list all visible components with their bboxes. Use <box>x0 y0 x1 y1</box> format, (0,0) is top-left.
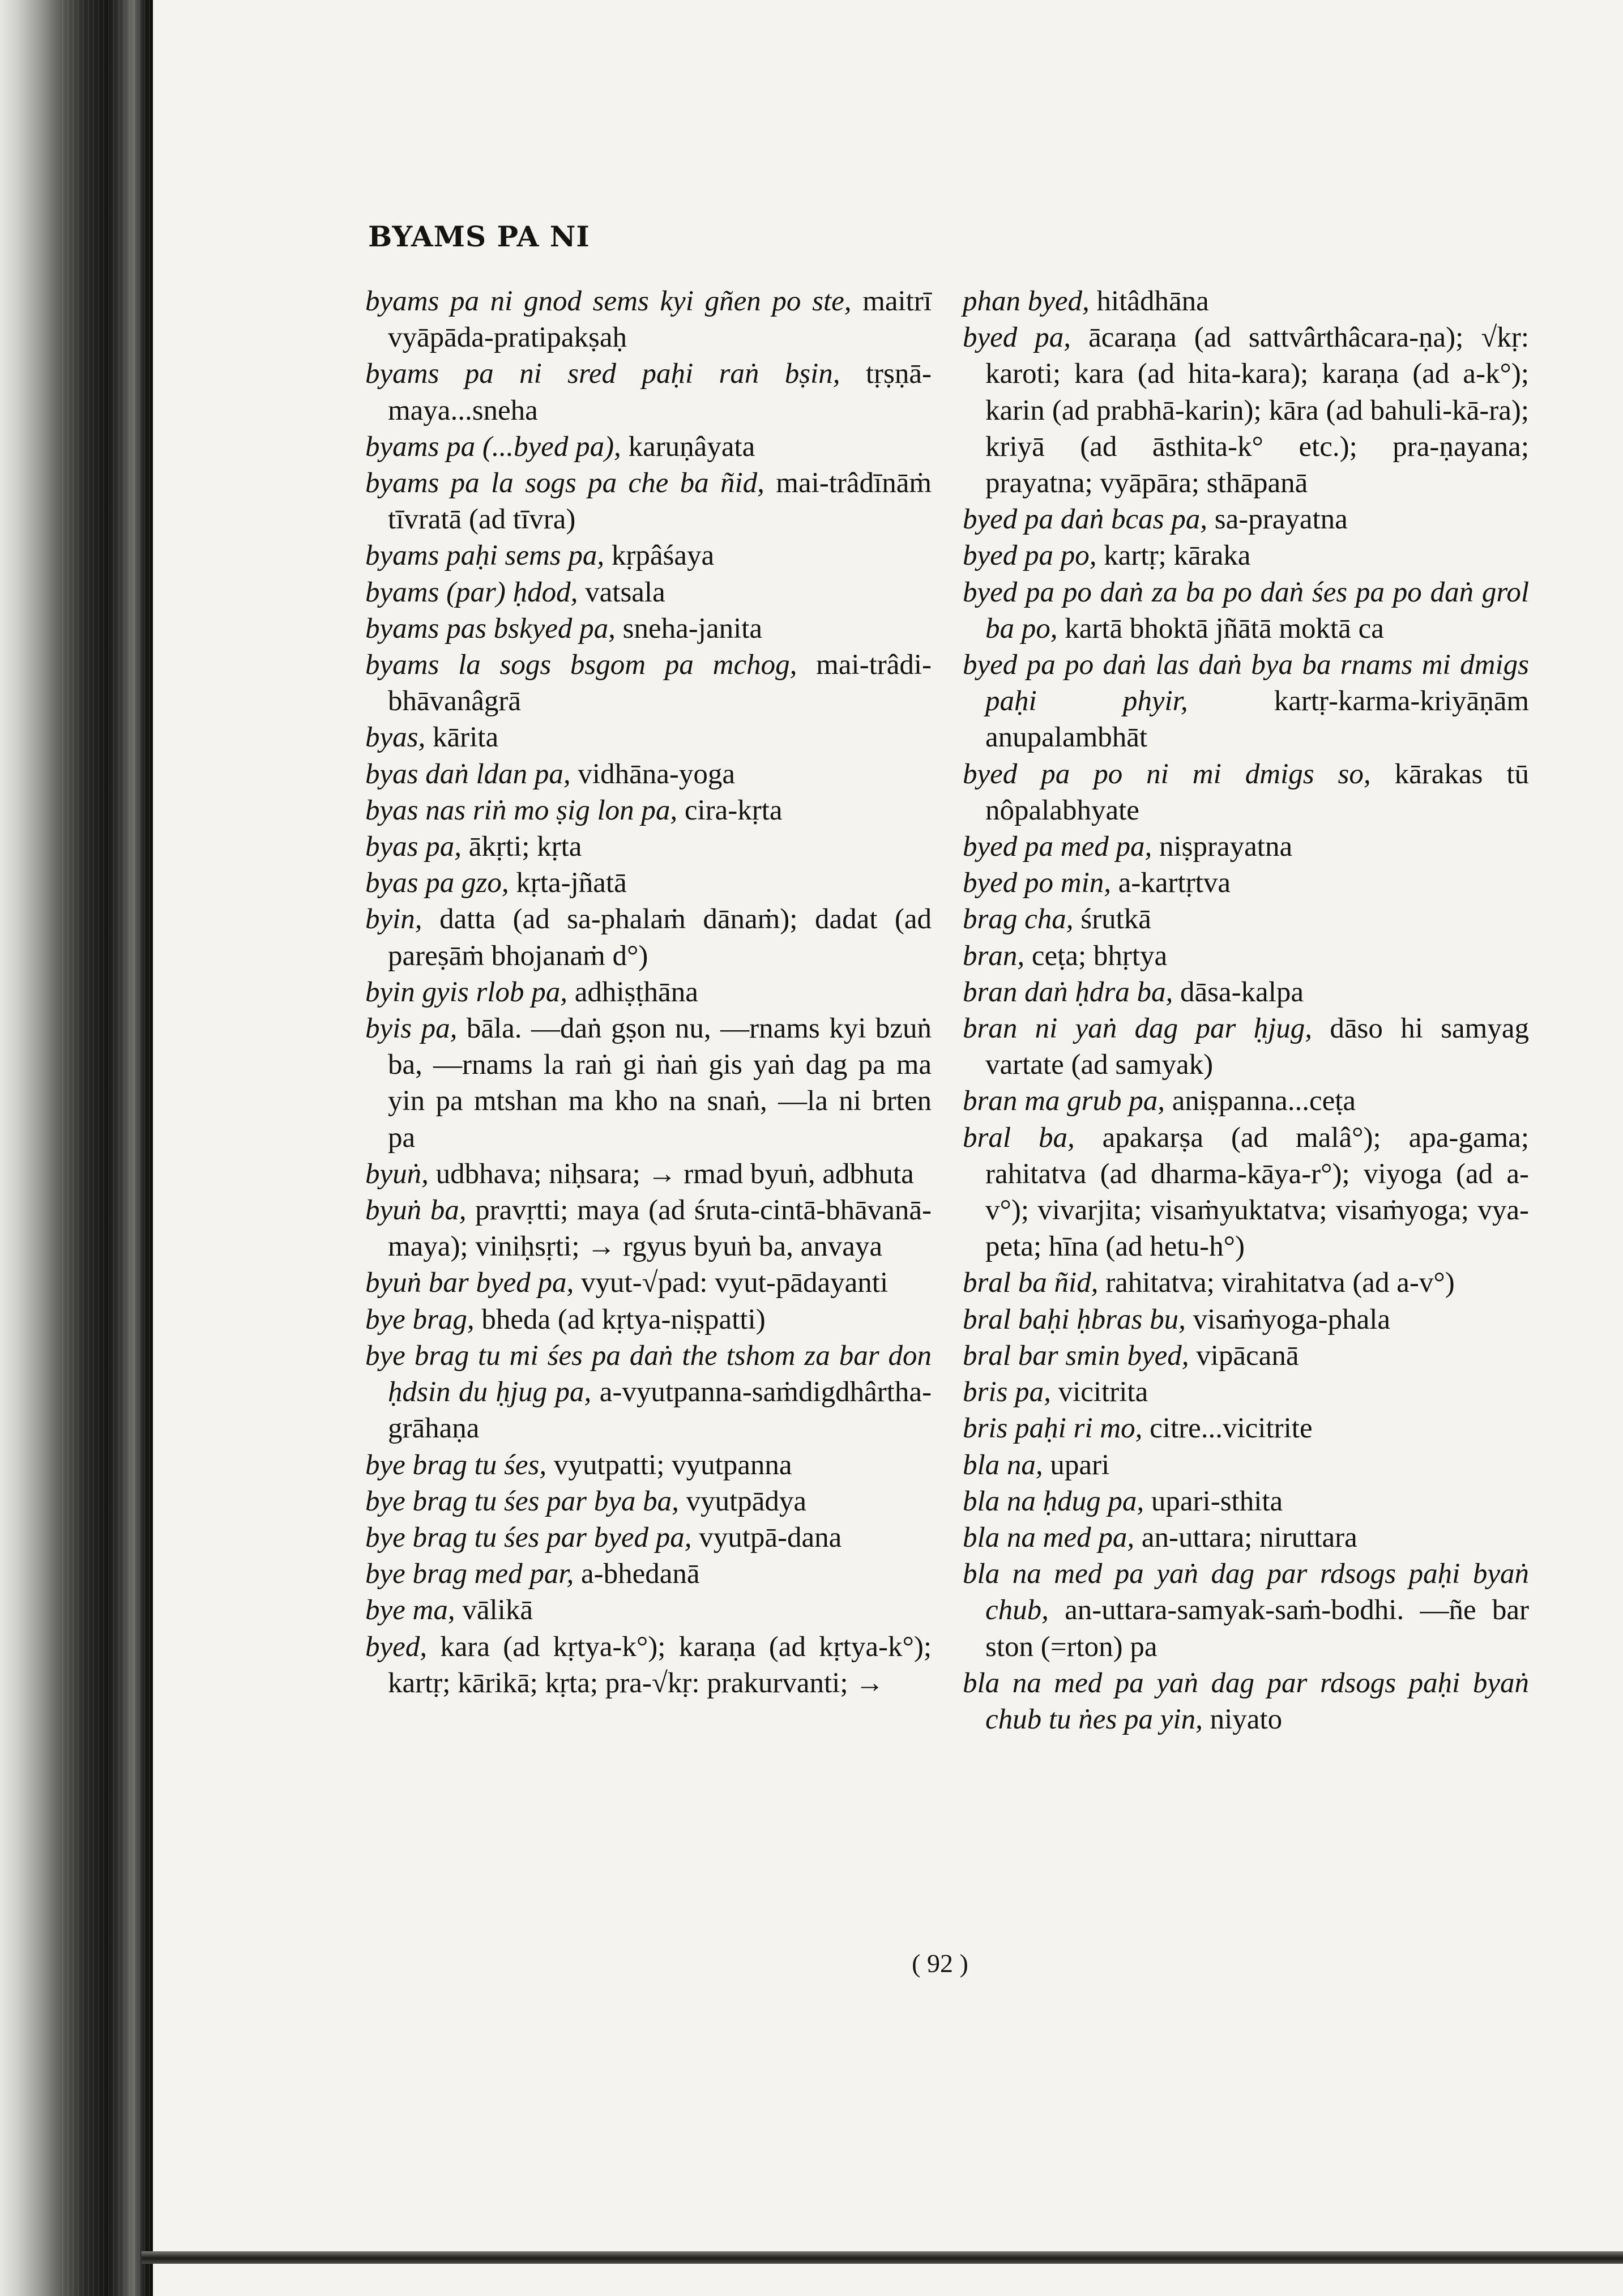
sanskrit-equivalent: maitrī vyāpāda-pratipakṣaḥ <box>388 285 932 354</box>
tibetan-headword: byin, <box>365 903 422 936</box>
dictionary-entry <box>365 829 932 865</box>
dictionary-entry <box>365 1010 932 1156</box>
sanskrit-equivalent: mai-trâdi-bhāvanâgrā <box>388 649 932 718</box>
tibetan-headword: byed pa daṅ bcas pa, <box>963 503 1208 536</box>
dictionary-page <box>153 0 1623 2251</box>
sanskrit-equivalent: vālikā <box>462 1594 533 1627</box>
tibetan-headword: bran daṅ ḥdra ba, <box>963 976 1173 1008</box>
dictionary-entry <box>365 1629 932 1701</box>
dictionary-entry <box>963 1520 1529 1556</box>
dictionary-entry <box>365 901 932 974</box>
tibetan-headword: bla na med pa yaṅ dag par rdsogs paḥi byaṅ chub, <box>963 1558 1529 1627</box>
sanskrit-equivalent: vidhāna-yoga <box>578 758 735 790</box>
dictionary-entry <box>365 283 932 356</box>
tibetan-headword: byams paḥi sems pa, <box>365 540 605 572</box>
sanskrit-equivalent: kara (ad kṛtya-k°); karaṇa (ad kṛtya-k°); kartṛ; kārikā; kṛta; pra-√kṛ: prakurvanti; → <box>388 1631 932 1699</box>
sanskrit-equivalent: bāla. —daṅ gṣon nu, —rnams kyi bzuṅ ba, —rnams la raṅ gi ṅaṅ gis yaṅ dag pa ma yin pa mtshan ma kho na snaṅ, —la ni brten pa <box>388 1013 932 1154</box>
tibetan-headword: byed pa, <box>963 322 1071 354</box>
sanskrit-equivalent: sneha-janita <box>622 612 763 645</box>
dictionary-entry <box>963 938 1529 974</box>
dictionary-entry <box>963 1083 1529 1119</box>
tibetan-headword: byas nas riṅ mo ṣig lon pa, <box>365 794 678 826</box>
dictionary-entry <box>365 756 932 792</box>
dictionary-entry <box>963 1010 1529 1083</box>
sanskrit-equivalent: kārita <box>432 722 499 754</box>
tibetan-headword: bye brag tu śes par bya ba, <box>365 1485 679 1517</box>
dictionary-entry <box>365 647 932 719</box>
page-number: ( 92 ) <box>912 1949 968 1978</box>
sanskrit-equivalent: mai-trâdīnāṁ tīvratā (ad tīvra) <box>388 467 932 536</box>
sanskrit-equivalent: ceṭa; bhṛtya <box>1031 940 1168 972</box>
sanskrit-equivalent: a-bhedanā <box>581 1558 700 1590</box>
sanskrit-equivalent: kartṛ; kāraka <box>1104 540 1251 572</box>
sanskrit-equivalent: dāso hi samyag vartate (ad samyak) <box>985 1013 1529 1081</box>
left-column <box>365 283 932 1701</box>
running-header: BYAMS PA NI <box>368 220 590 253</box>
tibetan-headword: byams la sogs bsgom pa mchog, <box>365 649 797 681</box>
dictionary-entry <box>963 865 1529 901</box>
sanskrit-equivalent: kārakas tū nôpalabhyate <box>985 758 1529 826</box>
sanskrit-equivalent: vatsala <box>585 576 665 608</box>
tibetan-headword: bran ma grub pa, <box>963 1085 1165 1117</box>
bottom-page-edge <box>142 2251 1623 2264</box>
sanskrit-equivalent: karuṇâyata <box>628 430 755 463</box>
sanskrit-equivalent: udbhava; niḥsara; → rmad byuṅ, adbhuta <box>435 1158 914 1190</box>
dictionary-entry <box>365 1156 932 1192</box>
dictionary-entry <box>963 1410 1529 1446</box>
sanskrit-equivalent: a-vyutpanna-saṁdigdhârtha-grāhaṇa <box>388 1376 932 1445</box>
tibetan-headword: bral bar smin byed, <box>963 1339 1189 1372</box>
dictionary-entry <box>963 647 1529 756</box>
dictionary-entry <box>963 319 1529 501</box>
tibetan-headword: bral ba ñid, <box>963 1267 1099 1299</box>
tibetan-headword: byams pa ni sred paḥi raṅ bṣin, <box>365 358 840 390</box>
dictionary-entry <box>365 611 932 647</box>
tibetan-headword: byams pa ni gnod sems kyi gñen po ste, <box>365 285 852 317</box>
sanskrit-equivalent: citre...vicitrite <box>1150 1412 1313 1445</box>
sanskrit-equivalent: dāsa-kalpa <box>1180 976 1304 1008</box>
tibetan-headword: byed pa po ni mi dmigs so, <box>963 758 1371 790</box>
tibetan-headword: bye ma, <box>365 1594 455 1627</box>
tibetan-headword: byas pa gzo, <box>365 867 509 899</box>
dictionary-entry <box>365 792 932 829</box>
tibetan-headword: byis pa, <box>365 1013 458 1045</box>
dictionary-entry <box>365 1556 932 1592</box>
sanskrit-equivalent: a-kartṛtva <box>1118 867 1231 899</box>
tibetan-headword: bye brag med par, <box>365 1558 574 1590</box>
dictionary-entry <box>365 1483 932 1520</box>
sanskrit-equivalent: adhiṣṭhāna <box>574 976 698 1008</box>
dictionary-entry <box>365 1265 932 1301</box>
tibetan-headword: bye brag tu śes par byed pa, <box>365 1521 692 1554</box>
dictionary-entry <box>963 1447 1529 1483</box>
tibetan-headword: bye brag tu mi śes pa daṅ the tshom za bar don ḥdsin du ḥjug pa, <box>365 1339 932 1409</box>
sanskrit-equivalent: kartṛ-karma-kriyāṇām anupalambhāt <box>985 685 1529 754</box>
sanskrit-equivalent: vyut-√pad: vyut-pādayanti <box>581 1267 889 1299</box>
dictionary-entry <box>963 574 1529 647</box>
dictionary-entry <box>963 1665 1529 1738</box>
dictionary-entry <box>963 537 1529 574</box>
dictionary-entry <box>365 719 932 756</box>
dictionary-entry <box>963 829 1529 865</box>
tibetan-headword: byas daṅ ldan pa, <box>365 758 571 790</box>
dictionary-entry <box>365 1447 932 1483</box>
tibetan-headword: bla na med pa yaṅ dag par rdsogs paḥi byaṅ chub tu ṅes pa yin, <box>963 1667 1529 1735</box>
dictionary-entry <box>365 1192 932 1265</box>
dictionary-entry <box>963 1301 1529 1338</box>
sanskrit-equivalent: sa-prayatna <box>1214 503 1348 536</box>
tibetan-headword: byuṅ bar byed pa, <box>365 1267 574 1299</box>
tibetan-headword: phan byed, <box>963 285 1090 317</box>
sanskrit-equivalent: rahitatva; virahitatva (ad a-v°) <box>1105 1267 1455 1299</box>
tibetan-headword: byuṅ, <box>365 1158 429 1190</box>
dictionary-entry <box>963 501 1529 537</box>
tibetan-headword: brag cha, <box>963 903 1074 936</box>
dictionary-entry <box>963 283 1529 319</box>
tibetan-headword: bye brag, <box>365 1303 475 1335</box>
dictionary-entry <box>963 1374 1529 1410</box>
tibetan-headword: byams pa (...byed pa), <box>365 430 621 463</box>
dictionary-entry <box>365 574 932 611</box>
sanskrit-equivalent: śrutkā <box>1080 903 1151 936</box>
dictionary-entry <box>963 1483 1529 1520</box>
tibetan-headword: bye brag tu śes, <box>365 1449 547 1481</box>
sanskrit-equivalent: upari <box>1050 1449 1110 1481</box>
sanskrit-equivalent: kṛpâśaya <box>611 540 715 572</box>
tibetan-headword: byin gyis rlob pa, <box>365 976 567 1008</box>
dictionary-entry <box>963 901 1529 937</box>
tibetan-headword: bral baḥi ḥbras bu, <box>963 1303 1186 1335</box>
tibetan-headword: byams (par) ḥdod, <box>365 576 578 608</box>
tibetan-headword: bral ba, <box>963 1121 1075 1154</box>
tibetan-headword: bris pa, <box>963 1376 1051 1409</box>
sanskrit-equivalent: apakarṣa (ad malâ°); apa-gama; rahitatva (ad dharma-kāya-r°); viyoga (ad a-v°); vivarjita; visaṁyuktatva; visaṁyoga; vya-peta; hīna (ad hetu-h°) <box>985 1121 1529 1263</box>
sanskrit-equivalent: pravṛtti; maya (ad śruta-cintā-bhāvanā-maya); viniḥsṛti; → rgyus byuṅ ba, anvaya <box>388 1194 932 1263</box>
tibetan-headword: byams pa la sogs pa che ba ñid, <box>365 467 764 500</box>
tibetan-headword: byams pas bskyed pa, <box>365 612 616 645</box>
sanskrit-equivalent: tṛṣṇā-maya...sneha <box>388 358 932 426</box>
tibetan-headword: byed pa po, <box>963 540 1097 572</box>
sanskrit-equivalent: kṛta-jñatā <box>516 867 627 899</box>
tibetan-headword: bla na, <box>963 1449 1043 1481</box>
tibetan-headword: byed pa po daṅ za ba po daṅ śes pa po daṅ grol ba po, <box>963 576 1529 645</box>
dictionary-entry <box>963 756 1529 829</box>
sanskrit-equivalent: niṣprayatna <box>1159 831 1293 863</box>
tibetan-headword: byed po min, <box>963 867 1112 899</box>
dictionary-entry <box>365 429 932 465</box>
sanskrit-equivalent: vyutpatti; vyutpanna <box>553 1449 792 1481</box>
sanskrit-equivalent: hitâdhāna <box>1096 285 1209 317</box>
sanskrit-equivalent: datta (ad sa-phalaṁ dānaṁ); dadat (ad pareṣāṁ bhojanaṁ d°) <box>388 903 932 972</box>
dictionary-entry <box>365 1338 932 1447</box>
right-column <box>963 283 1529 1738</box>
tibetan-headword: bran, <box>963 940 1025 972</box>
sanskrit-equivalent: visaṁyoga-phala <box>1193 1303 1391 1335</box>
sanskrit-equivalent: ākṛti; kṛta <box>468 831 582 863</box>
tibetan-headword: byas pa, <box>365 831 462 863</box>
book-spine-shadow <box>0 0 153 2296</box>
tibetan-headword: byuṅ ba, <box>365 1194 467 1227</box>
tibetan-headword: bla na med pa, <box>963 1521 1135 1554</box>
sanskrit-equivalent: kartā bhoktā jñātā moktā ca <box>1065 612 1384 645</box>
dictionary-entry <box>365 465 932 537</box>
dictionary-entry <box>963 1120 1529 1265</box>
dictionary-entry <box>365 1301 932 1338</box>
dictionary-entry <box>365 537 932 574</box>
tibetan-headword: byed pa po daṅ las daṅ bya ba rnams mi dmigs paḥi phyir, <box>963 649 1529 718</box>
tibetan-headword: bla na ḥdug pa, <box>963 1485 1144 1517</box>
tibetan-headword: bran ni yaṅ dag par ḥjug, <box>963 1013 1313 1045</box>
sanskrit-equivalent: vyutpā-dana <box>699 1521 842 1554</box>
dictionary-entry <box>365 1592 932 1628</box>
page-stack-edges <box>62 0 153 2296</box>
dictionary-entry <box>963 974 1529 1010</box>
dictionary-entry <box>963 1265 1529 1301</box>
tibetan-headword: bris paḥi ri mo, <box>963 1412 1143 1445</box>
dictionary-entry <box>963 1556 1529 1665</box>
tibetan-headword: byed, <box>365 1631 428 1663</box>
dictionary-entry <box>365 356 932 428</box>
dictionary-entry <box>963 1338 1529 1374</box>
sanskrit-equivalent: vicitrita <box>1058 1376 1148 1409</box>
dictionary-entry <box>365 1520 932 1556</box>
sanskrit-equivalent: aniṣpanna...ceṭa <box>1172 1085 1356 1117</box>
sanskrit-equivalent: vyutpādya <box>686 1485 807 1517</box>
sanskrit-equivalent: an-uttara; niruttara <box>1141 1521 1357 1554</box>
sanskrit-equivalent: an-uttara-samyak-saṁ-bodhi. —ñe bar ston (=rton) pa <box>985 1594 1529 1663</box>
tibetan-headword: byed pa med pa, <box>963 831 1152 863</box>
sanskrit-equivalent: vipācanā <box>1196 1339 1299 1372</box>
sanskrit-equivalent: bheda (ad kṛtya-niṣpatti) <box>481 1303 766 1335</box>
sanskrit-equivalent: cira-kṛta <box>684 794 783 826</box>
sanskrit-equivalent: ācaraṇa (ad sattvârthâcara-ṇa); √kṛ: karoti; kara (ad hita-kara); karaṇa (ad a-k°); karin (ad prabhā-karin); kāra (ad bahuli-kā-ra); kriyā (ad āsthita-k° etc.); pra-ṇayana; prayatna; vyāpāra; sthāpanā <box>985 322 1530 500</box>
sanskrit-equivalent: niyato <box>1210 1703 1283 1735</box>
sanskrit-equivalent: upari-sthita <box>1151 1485 1283 1517</box>
dictionary-entry <box>365 974 932 1010</box>
dictionary-entry <box>365 865 932 901</box>
tibetan-headword: byas, <box>365 722 426 754</box>
